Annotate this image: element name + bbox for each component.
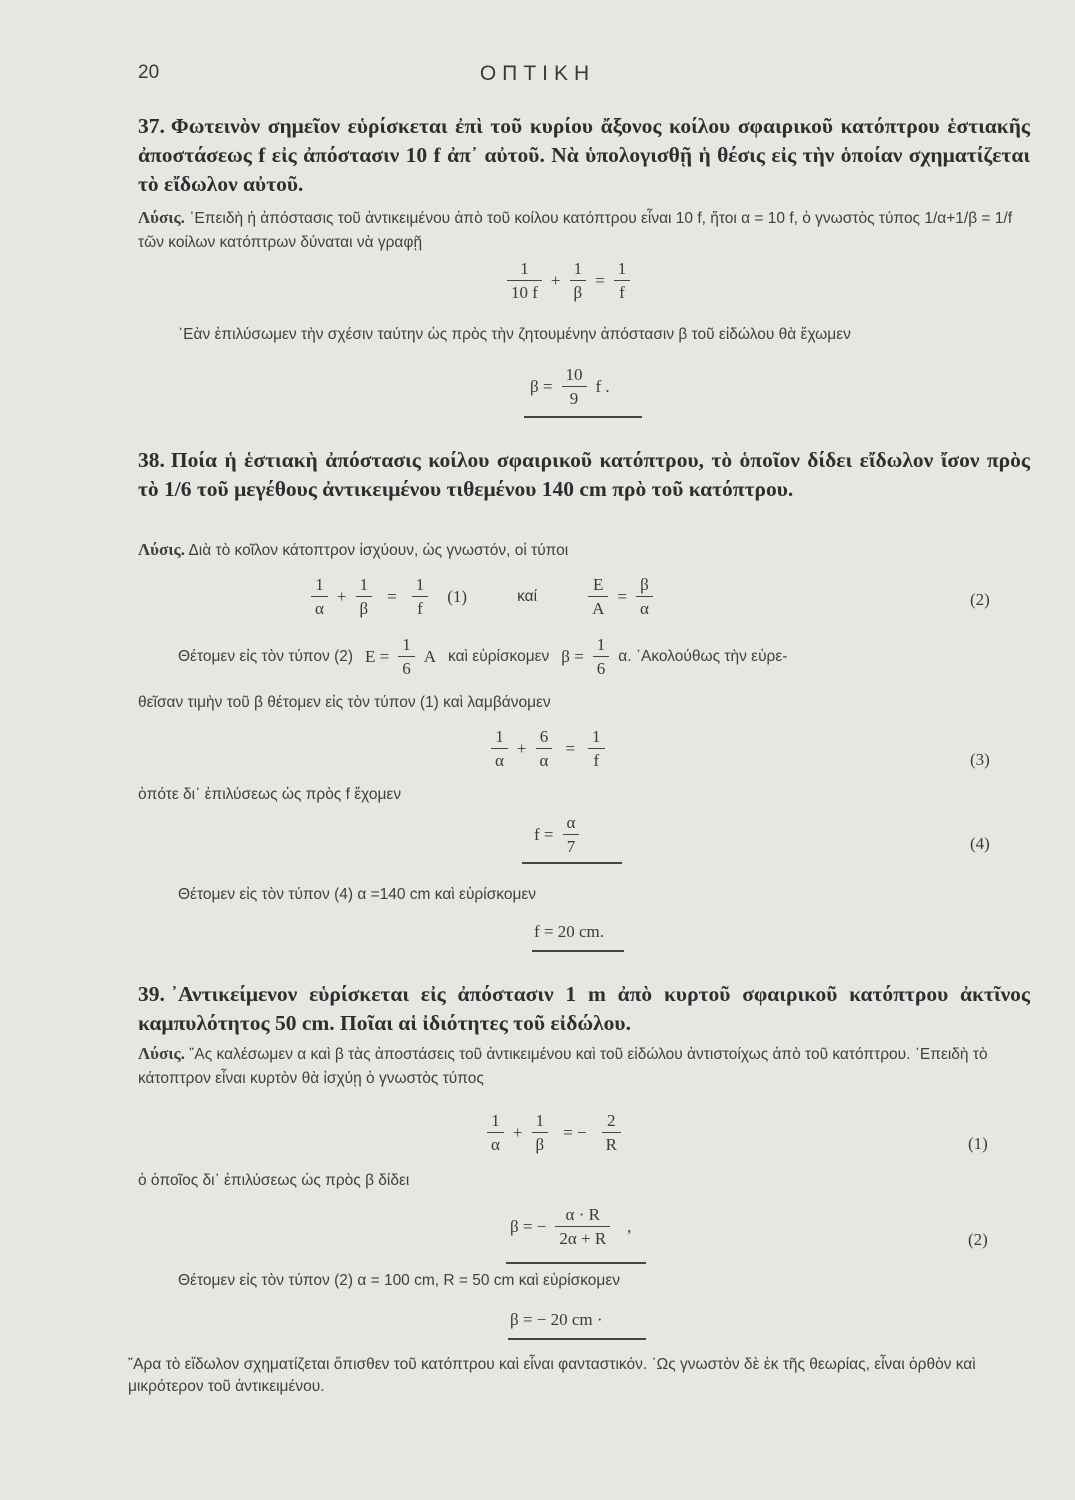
denominator: 2α + R — [559, 1229, 607, 1248]
numerator: 1 — [532, 1110, 549, 1133]
numerator: E — [588, 574, 608, 597]
result-38: f = 20 cm. — [534, 922, 605, 941]
equation-37-1 — [504, 258, 633, 303]
numerator: 1 — [412, 574, 429, 597]
numerator: 1 — [588, 726, 605, 749]
denominator: 9 — [569, 389, 579, 408]
denominator: A — [592, 599, 605, 618]
denominator: 10 f — [511, 283, 538, 302]
solution-label: Λύσις. — [138, 540, 185, 559]
problem-38-statement — [138, 446, 1030, 504]
lhs: f = — [534, 824, 554, 844]
equation-tag: (4) — [970, 834, 990, 853]
problem-text: Ποία ἡ ἑστιακὴ ἀπόστασις κοίλου σφαιρικοῦ κατόπτρου, τὸ ὁποῖον δίδει εἴδωλον ἴσον πρὸς τὸ 1/6 τοῦ μεγέθους ἀντικειμένου τιθεμένου 140 cm πρὸ τοῦ κατόπτρου. — [138, 448, 1030, 501]
solution-label: Λύσις. — [138, 208, 185, 227]
line-substitution-38 — [178, 634, 793, 679]
conjunction: καί — [517, 587, 538, 605]
denominator: β — [359, 599, 369, 618]
operator: + — [550, 270, 561, 290]
operator: + — [516, 738, 527, 758]
denominator: β — [573, 283, 583, 302]
numerator: α · R — [555, 1204, 610, 1227]
denominator: f — [593, 751, 600, 770]
denominator: α — [539, 751, 549, 770]
text-line: Θέτομεν εἰς τὸν τύπον (4) α =140 cm καὶ εὑρίσκομεν — [178, 886, 537, 903]
equation-tag: (3) — [970, 750, 990, 769]
problem-39-statement — [138, 980, 1030, 1038]
text-line: ὁπότε δι᾿ ἐπιλύσεως ὡς πρὸς f ἔχομεν — [138, 786, 402, 803]
result-39: β = − 20 cm · — [510, 1310, 603, 1329]
denominator: α — [491, 1135, 500, 1154]
operator: = — [565, 738, 576, 758]
numerator: 1 — [614, 258, 631, 281]
problem-39-solution — [138, 1042, 1030, 1091]
numerator: 2 — [602, 1110, 621, 1133]
denominator: f — [417, 599, 423, 618]
equation-tag: (1) — [968, 1134, 988, 1153]
operator: = — [617, 586, 627, 606]
operator: = — [387, 586, 397, 606]
equation-39-2 — [504, 1204, 637, 1249]
conclusion-39: ῎Αρα τὸ εἴδωλον σχηματίζεται ὄπισθεν τοῦ κατόπτρου καὶ εἶναι φανταστικόν. ῾Ως γνωστὸν δὲ ἐκ τῆς θεωρίας, εἶναι ὀρθὸν καὶ μικρότερον τοῦ ἀντικειμένου. — [128, 1356, 976, 1395]
text-line: Θέτομεν εἰς τὸν τύπον (2) α = 100 cm, R = 50 cm καὶ εὑρίσκομεν — [178, 1272, 621, 1289]
denominator: R — [605, 1135, 617, 1154]
numerator: 1 — [398, 634, 415, 657]
numerator: β — [636, 574, 653, 597]
equation-tag: (1) — [447, 586, 468, 606]
numerator: 1 — [487, 1110, 504, 1133]
result-underline — [532, 950, 624, 952]
running-title: ΟΠΤΙΚΗ — [479, 62, 596, 85]
result-underline — [506, 1262, 646, 1264]
problem-number: 37. — [138, 114, 165, 138]
solution-text: ᾿Επειδὴ ἡ ἀπόστασις τοῦ ἀντικειμένου ἀπὸ τοῦ κοίλου κατόπτρου εἶναι 10 f, ἤτοι α = 10 f, ὁ γνωστὸς τύπος 1/α+1/β = 1/f τῶν κοίλων κατόπτρων δύναται νὰ γραφῇ — [138, 210, 1013, 251]
problem-number: 38. — [138, 448, 165, 472]
equation-38-4 — [528, 812, 582, 857]
numerator: 1 — [593, 634, 610, 657]
equation-38-1 — [308, 574, 656, 619]
text-fragment: Θέτομεν εἰς τὸν τύπον (2) — [178, 647, 354, 665]
denominator: f — [619, 283, 625, 302]
problem-text: Φωτεινὸν σημεῖον εὑρίσκεται ἐπὶ τοῦ κυρίου ἄξονος κοίλου σφαιρικοῦ κατόπτρου ἑστιακῆς ἀποστάσεως f εἰς ἀπόστασιν 10 f ἀπ᾿ αὐτοῦ. Νὰ ὑπολογισθῇ ἡ θέσις εἰς τὴν ὁποίαν σχηματίζεται τὸ εἴδωλον αὐτοῦ. — [138, 114, 1030, 196]
result-underline — [524, 416, 642, 418]
symbol: A — [423, 646, 437, 666]
lhs: β = — [530, 376, 553, 396]
text-line: ὁ ὁποῖος δι᾿ ἐπιλύσεως ὡς πρὸς β δίδει — [138, 1172, 410, 1189]
problem-38-solution — [138, 538, 1030, 563]
lhs: β = — [561, 646, 584, 666]
problem-text: ᾿Αντικείμενον εὑρίσκεται εἰς ἀπόστασιν 1 m ἀπὸ κυρτοῦ σφαιρικοῦ κατόπτρου ἀκτῖνος καμπυλότητος 50 cm. Ποῖαι αἱ ἰδιότητες τοῦ εἰδώλου. — [138, 982, 1030, 1035]
punctuation: , — [627, 1216, 632, 1236]
equation-tag: (2) — [970, 590, 990, 609]
numerator: 1 — [507, 258, 542, 281]
operator: = − — [563, 1122, 587, 1142]
equation-38-3 — [488, 726, 608, 771]
problem-number: 39. — [138, 982, 165, 1006]
numerator: 1 — [311, 574, 328, 597]
problem-37-statement — [138, 112, 1030, 199]
denominator: α — [495, 751, 504, 770]
denominator: α — [639, 599, 649, 618]
problem-37-solution — [138, 206, 1030, 255]
numerator: 1 — [356, 574, 373, 597]
text-fragment: α. ᾿Ακολούθως τὴν εὑρε- — [618, 647, 788, 665]
solution-text: Διὰ τὸ κοῖλον κάτοπτρον ἰσχύουν, ὡς γνωστόν, οἱ τύποι — [188, 542, 569, 559]
text-line: ᾿Εὰν ἐπιλύσωμεν τὴν σχέσιν ταύτην ὡς πρὸς τὴν ζητουμένην ἀπόστασιν β τοῦ εἰδώλου θὰ ἔχωμεν — [178, 326, 851, 343]
lhs: E = — [365, 646, 390, 666]
operator: = — [595, 270, 605, 290]
denominator: 6 — [596, 659, 606, 678]
equation-37-2 — [524, 364, 616, 409]
denominator: β — [535, 1135, 545, 1154]
solution-text: ῎Ας καλέσωμεν α καὶ β τὰς ἀποστάσεις τοῦ ἀντικειμένου καὶ τοῦ εἰδώλου ἀντιστοίχως ἀπὸ τοῦ κατόπτρου. ᾿Επειδὴ τὸ κάτοπτρον εἶναι κυρτὸν θὰ ἰσχύῃ ὁ γνωστὸς τύπος — [138, 1046, 988, 1087]
numerator: α — [563, 812, 580, 835]
equation-39-1 — [484, 1110, 624, 1155]
text-line: θεῖσαν τιμὴν τοῦ β θέτομεν εἰς τὸν τύπον (1) καὶ λαμβάνομεν — [138, 694, 551, 711]
page-number: 20 — [138, 62, 160, 83]
result-underline — [522, 862, 622, 864]
result-underline — [508, 1338, 646, 1340]
solution-label: Λύσις. — [138, 1044, 185, 1063]
denominator: 6 — [402, 659, 411, 678]
numerator: 1 — [491, 726, 508, 749]
numerator: 1 — [570, 258, 587, 281]
equation-tag: (2) — [968, 1230, 988, 1249]
operator: + — [336, 586, 347, 606]
numerator: 10 — [562, 364, 587, 387]
text-fragment: καὶ εὑρίσκομεν — [448, 647, 550, 665]
lhs: β = − — [510, 1216, 547, 1236]
numerator: 6 — [536, 726, 553, 749]
denominator: 7 — [566, 837, 576, 856]
rhs: f . — [595, 376, 610, 396]
operator: + — [512, 1122, 523, 1142]
denominator: α — [315, 599, 324, 618]
